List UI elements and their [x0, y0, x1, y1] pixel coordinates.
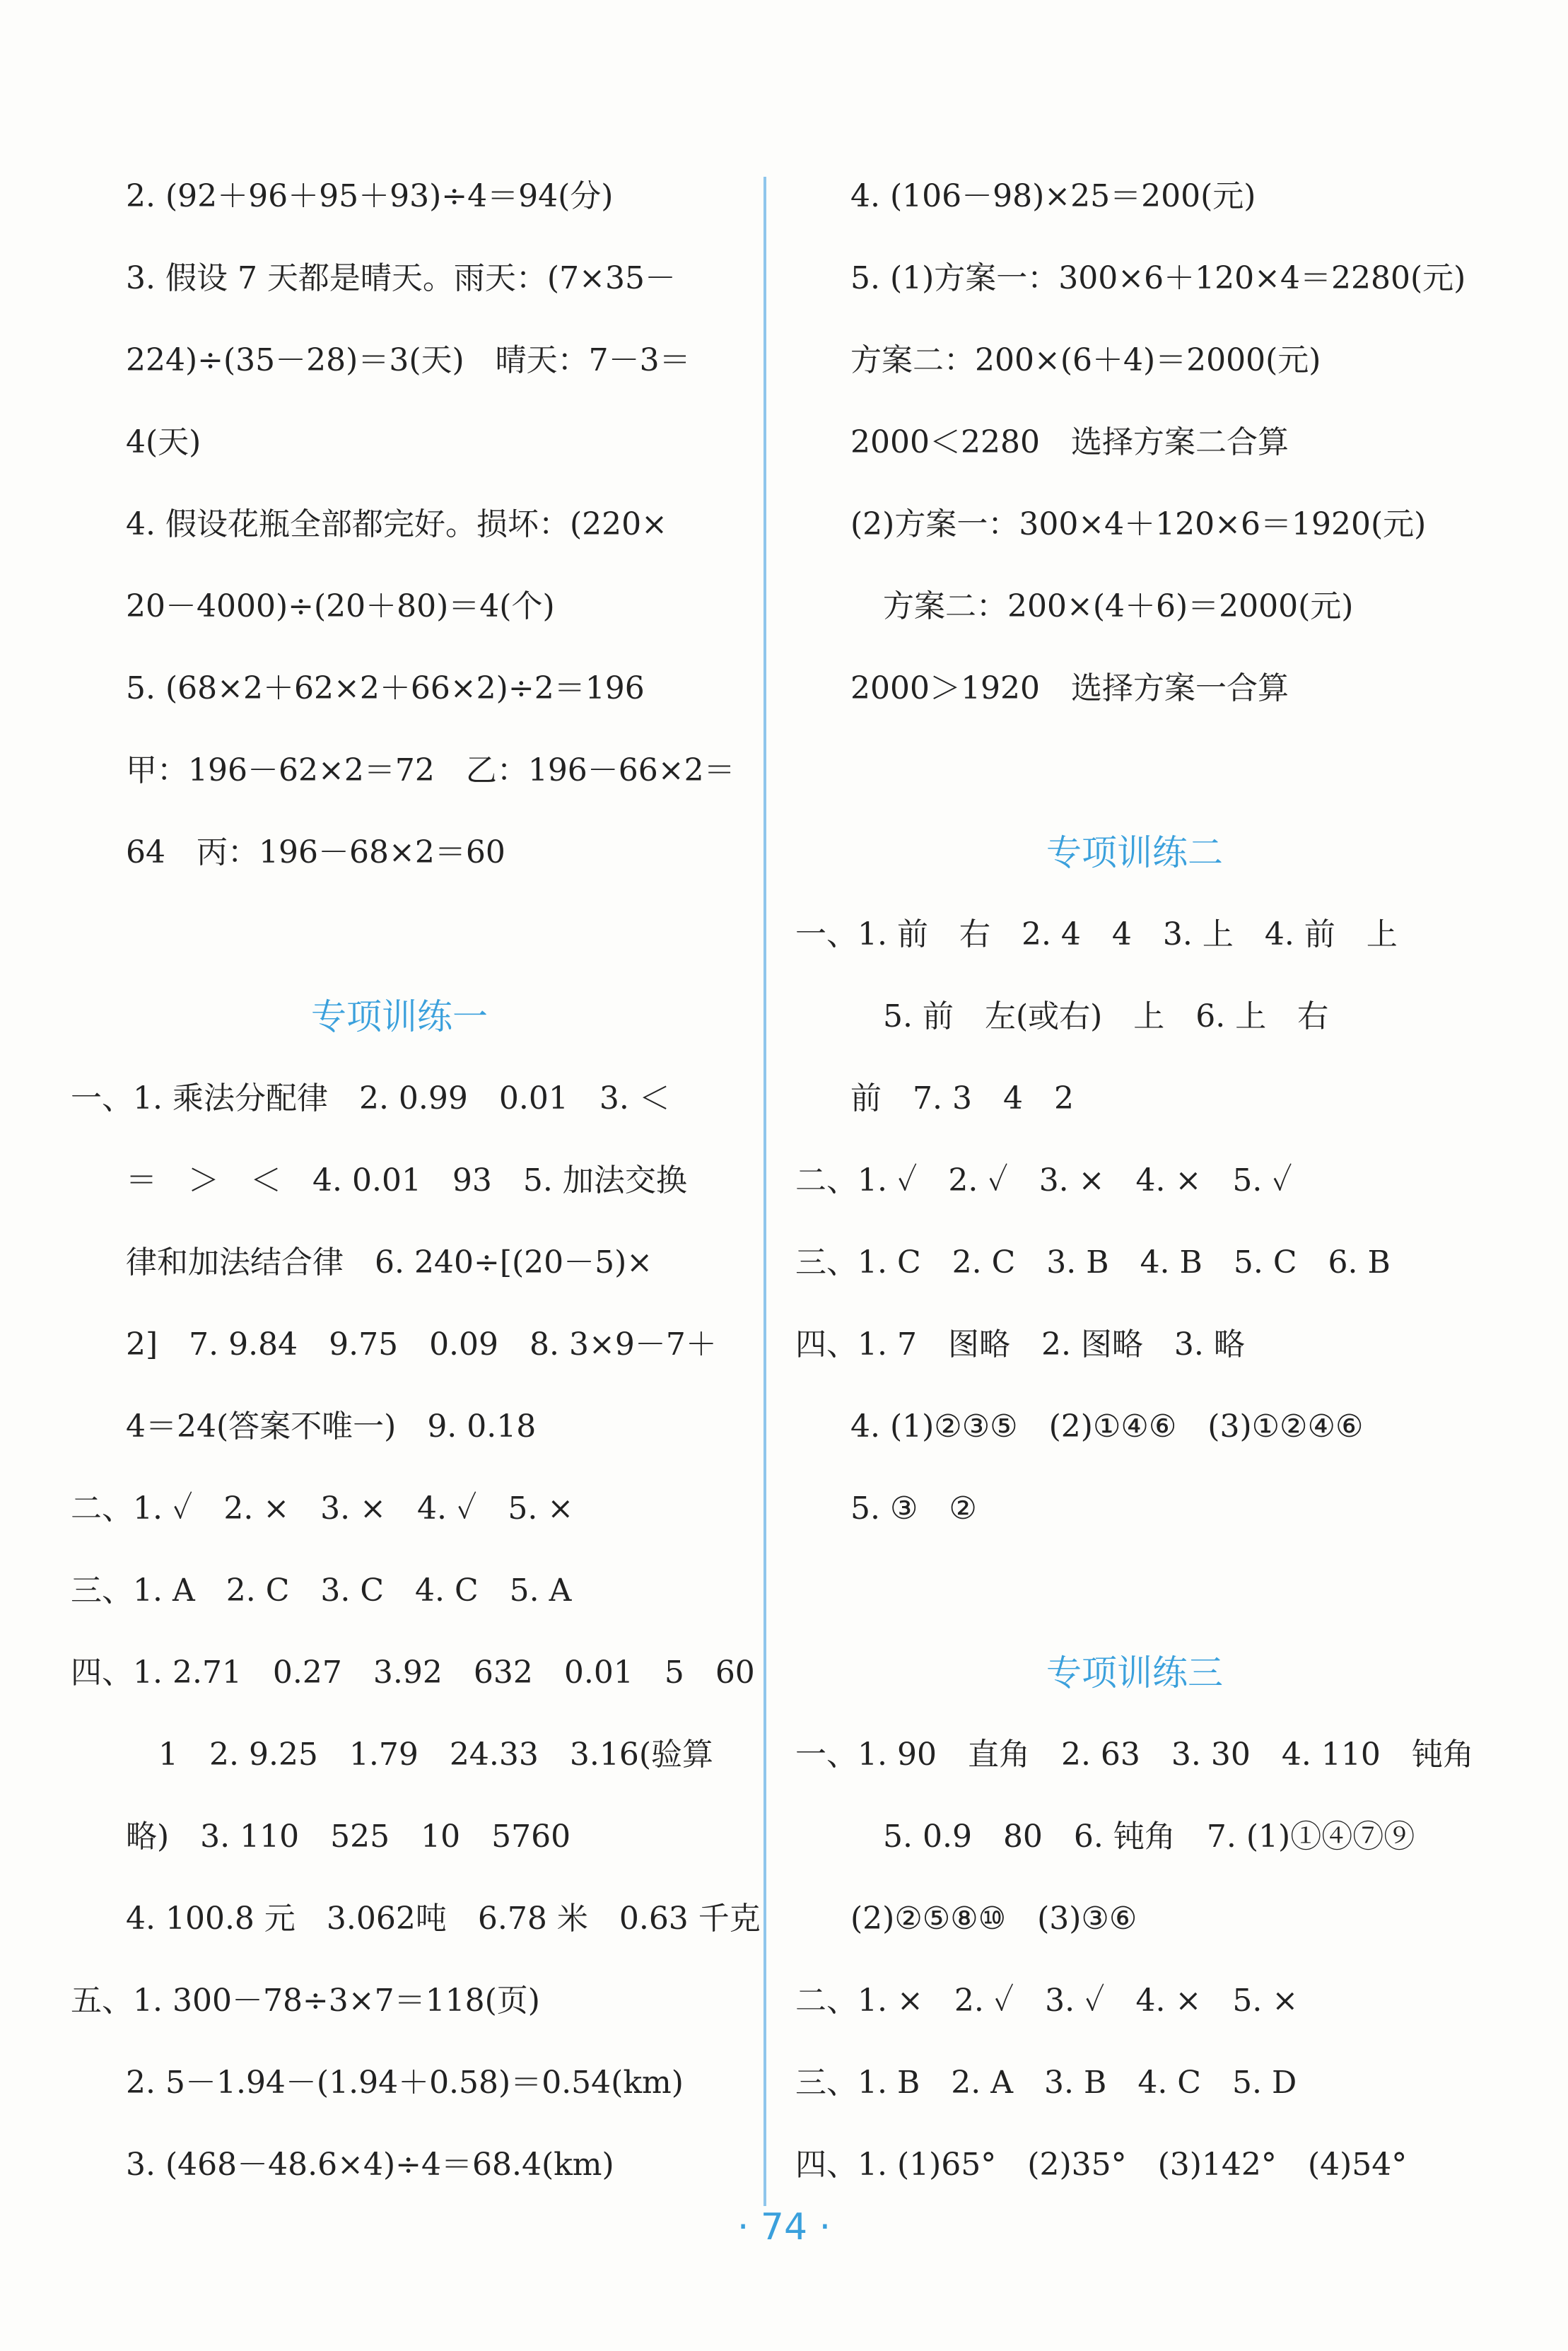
column-divider [763, 177, 766, 2206]
left-column [71, 156, 761, 2206]
answer-line: 三、1. C 2. C 3. B 4. B 5. C 6. B [795, 1244, 1391, 1280]
answer-line: 5. ③ ② [850, 1490, 977, 1527]
answer-line: 三、1. B 2. A 3. B 4. C 5. D [795, 2065, 1297, 2101]
answer-line: 2. (92＋96＋95＋93)÷4＝94(分) [126, 178, 614, 214]
answer-line: 4. 假设花瓶全部都完好。损坏：(220× [126, 506, 667, 542]
answer-line: 2000＜2280 选择方案二合算 [850, 424, 1289, 460]
answer-line: 1 2. 9.25 1.79 24.33 3.16(验算 [158, 1737, 713, 1773]
spacer [795, 730, 1474, 812]
answer-line: 5. (1)方案一：300×6＋120×4＝2280(元) [850, 260, 1466, 296]
answer-line: 2. 5－1.94－(1.94＋0.58)＝0.54(km) [126, 2065, 684, 2101]
section-heading: 专项训练二 [1046, 832, 1223, 873]
answer-line: 3. (468－48.6×4)÷4＝68.4(km) [126, 2147, 614, 2183]
answer-line: 五、1. 300－78÷3×7＝118(页) [71, 1983, 540, 2019]
answer-line: 略) 3. 110 525 10 5760 [126, 1819, 571, 1855]
answer-line: 方案二：200×(6＋4)＝2000(元) [850, 342, 1321, 378]
answer-line: 64 丙：196－68×2＝60 [126, 834, 505, 870]
answer-line: 一、1. 前 右 2. 4 4 3. 上 4. 前 上 [795, 916, 1398, 952]
answer-line: 一、1. 90 直角 2. 63 3. 30 4. 110 钝角 [795, 1737, 1474, 1773]
answer-line: 律和加法结合律 6. 240÷[(20－5)× [126, 1244, 653, 1280]
answer-line: (2)②⑤⑧⑩ (3)③⑥ [850, 1901, 1137, 1937]
answer-line: 5. 前 左(或右) 上 6. 上 右 [883, 998, 1329, 1034]
answer-line: 4(天) [126, 424, 201, 460]
answer-line: 2000＞1920 选择方案一合算 [850, 670, 1289, 706]
right-column [795, 156, 1474, 2206]
answer-line: 三、1. A 2. C 3. C 4. C 5. A [71, 1573, 572, 1609]
answer-line: 四、1. 2.71 0.27 3.92 632 0.01 5 60 [71, 1655, 755, 1691]
answer-line: ＝ ＞ ＜ 4. 0.01 93 5. 加法交换 [126, 1162, 687, 1198]
answer-line: 方案二：200×(4＋6)＝2000(元) [883, 588, 1354, 624]
answer-line: 20－4000)÷(20＋80)＝4(个) [126, 588, 555, 624]
answer-line: 二、1. ✓ 2. × 3. × 4. ✓ 5. × [71, 1490, 574, 1527]
answer-line: 甲：196－62×2＝72 乙：196－66×2＝ [126, 752, 735, 788]
answer-line: 四、1. (1)65° (2)35° (3)142° (4)54° [795, 2147, 1408, 2183]
page-number: · 74 · [737, 2206, 831, 2248]
section-heading: 专项训练三 [1046, 1652, 1223, 1693]
answer-line: 4＝24(答案不唯一) 9. 0.18 [126, 1408, 537, 1445]
answer-line: (2)方案一：300×4＋120×6＝1920(元) [850, 506, 1427, 542]
answer-line: 4. 100.8 元 3.062吨 6.78 米 0.63 千克 [126, 1901, 761, 1937]
spacer [71, 894, 728, 976]
answer-line: 前 7. 3 4 2 [850, 1080, 1074, 1116]
answer-line: 2] 7. 9.84 9.75 0.09 8. 3×9－7＋ [126, 1326, 717, 1363]
answer-line: 四、1. 7 图略 2. 图略 3. 略 [795, 1326, 1245, 1363]
answer-line: 224)÷(35－28)＝3(天) 晴天：7－3＝ [126, 342, 691, 378]
answer-line: 3. 假设 7 天都是晴天。雨天：(7×35－ [126, 260, 676, 296]
answer-line: 二、1. ✓ 2. ✓ 3. × 4. × 5. ✓ [795, 1162, 1292, 1198]
answer-line: 二、1. × 2. ✓ 3. ✓ 4. × 5. × [795, 1983, 1299, 2019]
section-heading: 专项训练一 [311, 996, 488, 1037]
spacer [795, 1550, 1474, 1632]
answer-line: 4. (1)②③⑤ (2)①④⑥ (3)①②④⑥ [850, 1408, 1364, 1445]
answer-line: 5. 0.9 80 6. 钝角 7. (1)①④⑦⑨ [883, 1819, 1415, 1855]
answer-line: 4. (106－98)×25＝200(元) [850, 178, 1256, 214]
answer-line: 5. (68×2＋62×2＋66×2)÷2＝196 [126, 670, 645, 706]
answer-line: 一、1. 乘法分配律 2. 0.99 0.01 3. ＜ [71, 1080, 670, 1116]
